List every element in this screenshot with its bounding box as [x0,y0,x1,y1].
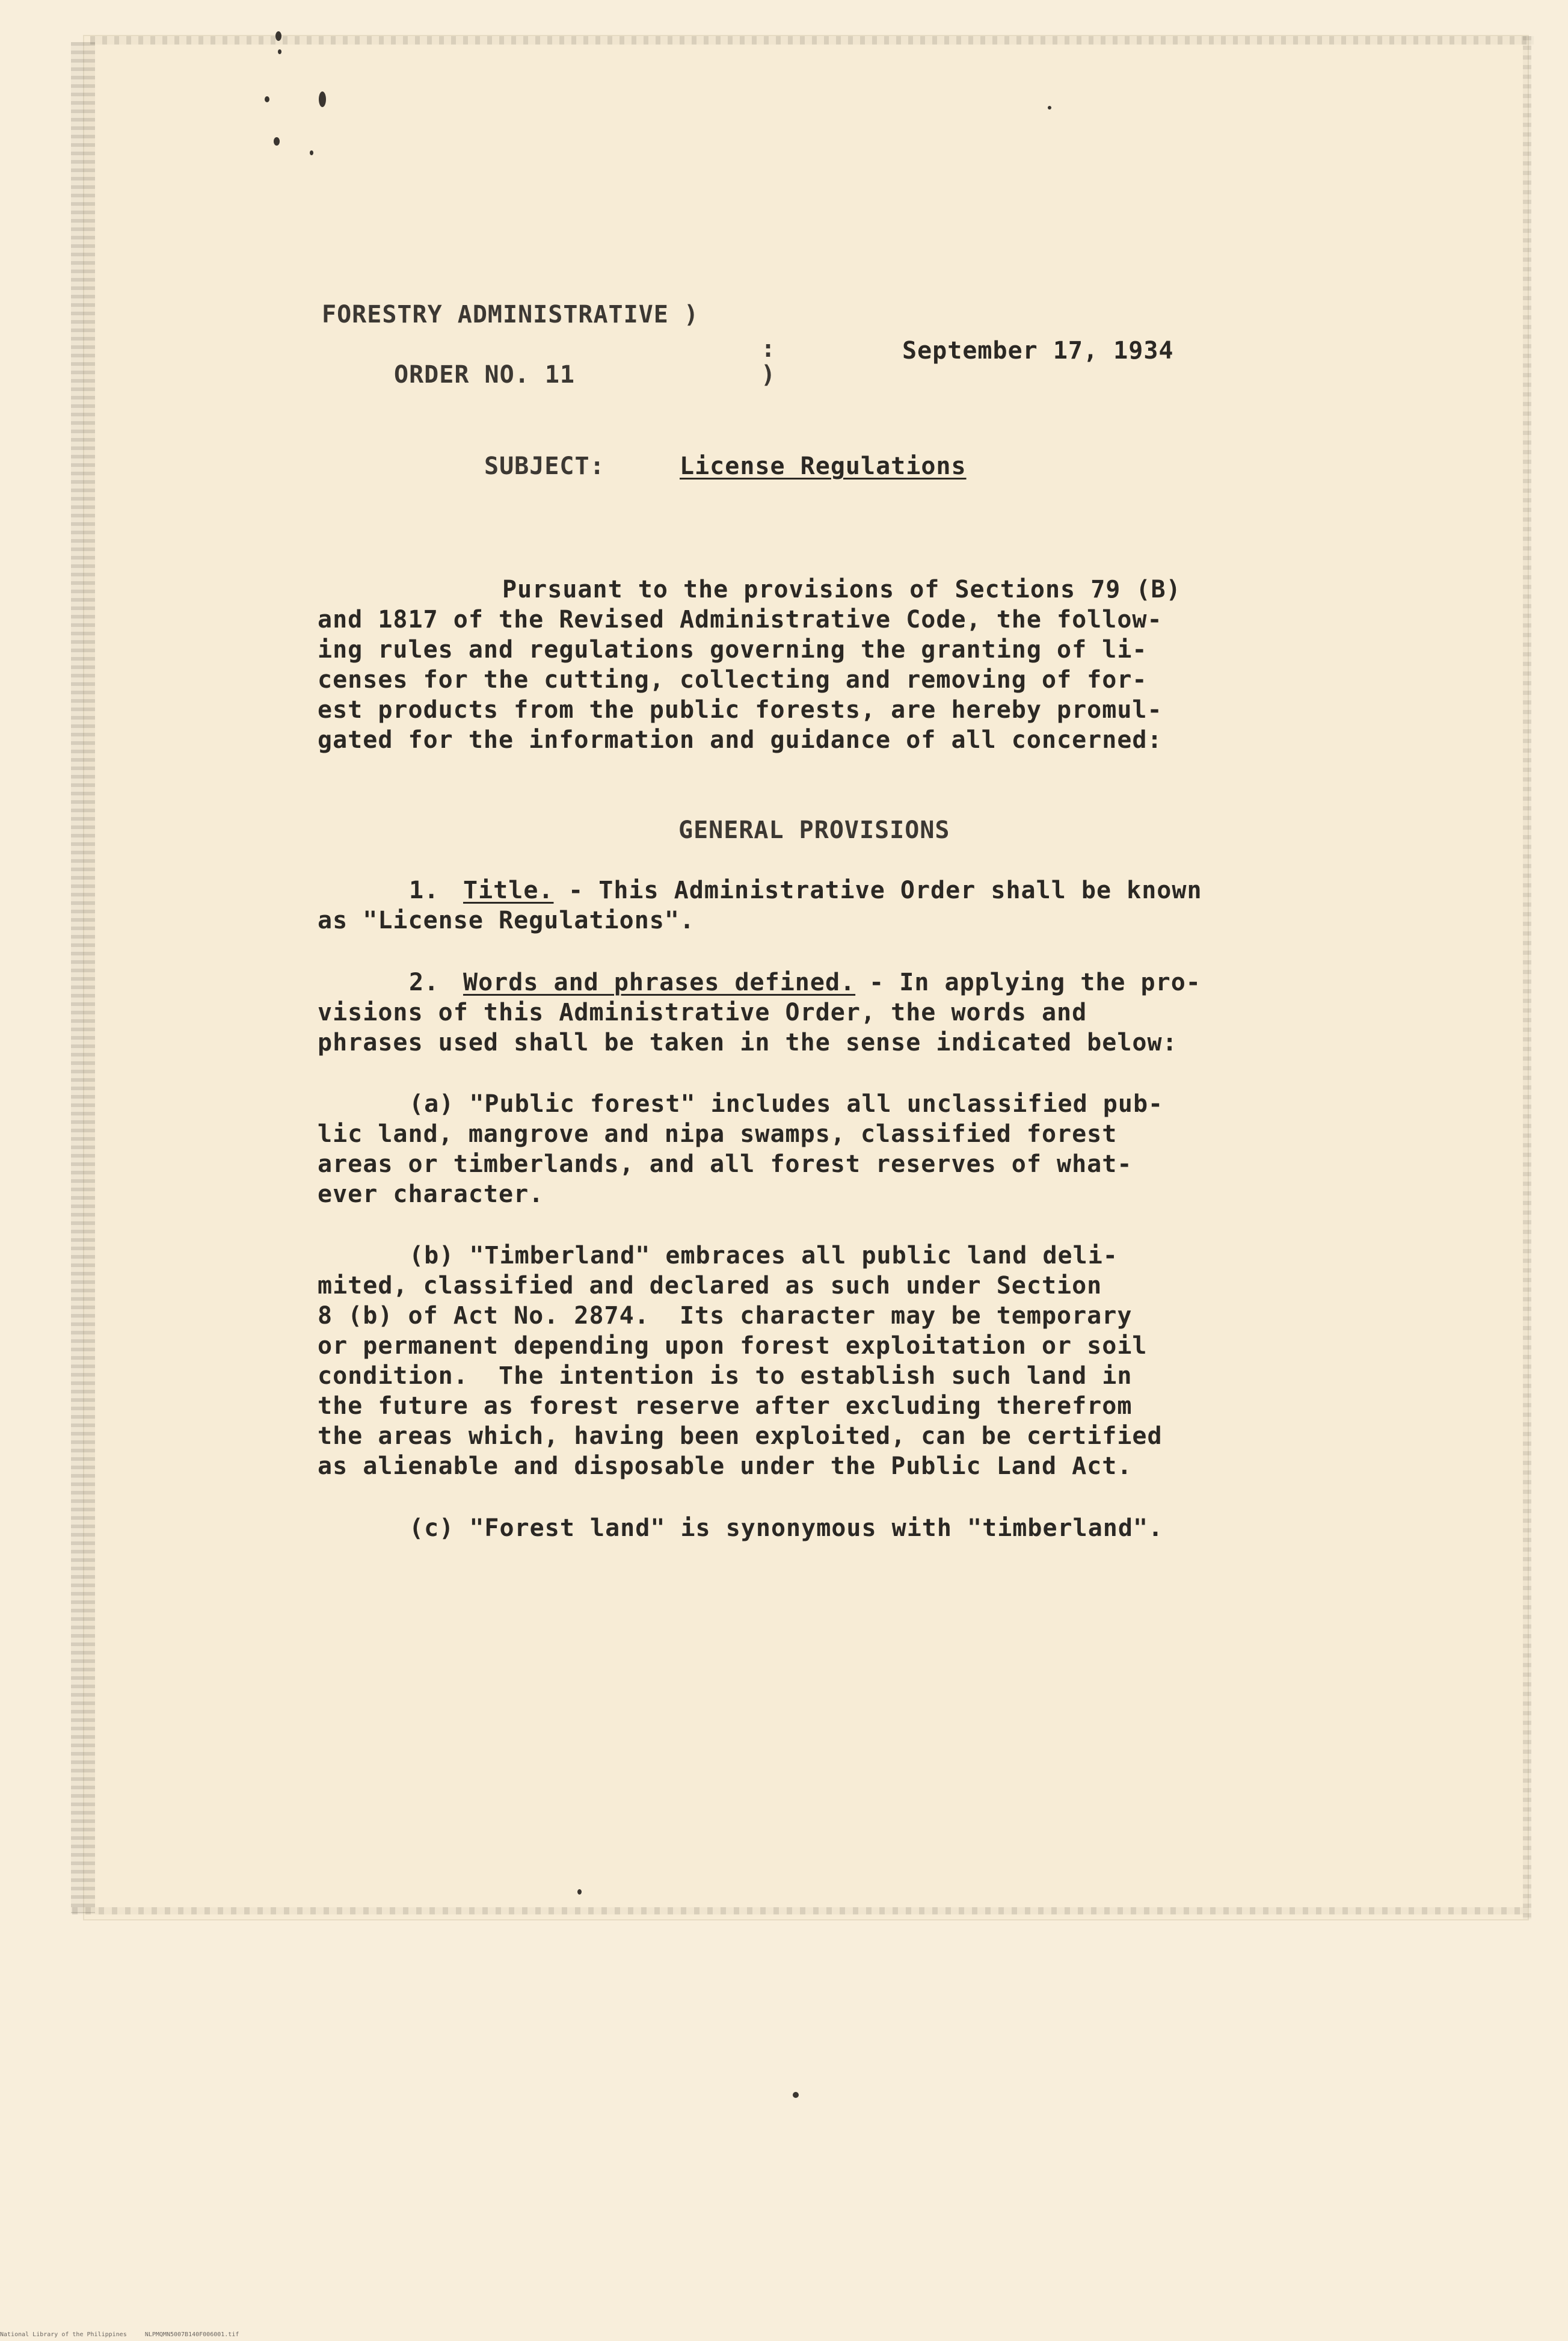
order-number: ORDER NO. 11 [394,361,575,389]
para-b-line: (b) "Timberland" embraces all public land deli- [409,1242,1118,1269]
header-brace-mid: : [761,335,776,363]
subject-title: License Regulations [680,452,967,480]
para-b-line: as alienable and disposable under the Public Land Act. [318,1452,1133,1480]
page-top-edge [90,36,1534,45]
speck-mark [310,150,313,155]
speck-mark [319,91,326,107]
item2-text: - In applying the pro- [854,969,1201,996]
para-b-line: the future as forest reserve after excluding therefrom [318,1392,1133,1420]
speck-mark [265,96,269,102]
item2-text: phrases used shall be taken in the sense indicated below: [318,1029,1178,1056]
page-left-edge [71,42,95,1913]
subject-label: SUBJECT: [484,452,605,480]
order-date: September 17, 1934 [902,337,1174,365]
item1-number: 1. [409,877,440,904]
speck-mark [278,49,281,54]
intro-line: censes for the cutting, collecting and removing of for- [318,666,1148,694]
para-b-line: 8 (b) of Act No. 2874. Its character may be temporary [318,1302,1133,1330]
footer-library: National Library of the Philippines [0,2331,127,2338]
scan-footer [0,2330,662,2340]
item1-text: - This Administrative Order shall be known [553,877,1202,904]
para-b-line: mited, classified and declared as such under Section [318,1272,1102,1300]
page-right-edge [1523,36,1531,1919]
intro-line: est products from the public forests, are hereby promul- [318,696,1163,724]
header-brace-end: ) [761,361,776,389]
intro-line: gated for the information and guidance of all concerned: [318,726,1163,754]
para-a-line: (a) "Public forest" includes all unclassified pub- [409,1090,1164,1118]
para-b-line: the areas which, having been exploited, can be certified [318,1422,1163,1450]
speck-mark [274,137,280,146]
item2-number: 2. [409,969,440,996]
intro-line: Pursuant to the provisions of Sections 79 (B) [502,576,1181,603]
item2-title: Words and phrases defined. [463,969,856,996]
para-b-line: or permanent depending upon forest exploitation or soil [318,1332,1148,1360]
para-b-line: condition. The intention is to establish such land in [318,1362,1133,1390]
para-c-line: (c) "Forest land" is synonymous with "timberland". [409,1514,1164,1542]
item2-text: visions of this Administrative Order, the words and [318,999,1087,1026]
para-a-line: ever character. [318,1180,544,1208]
para-a-line: lic land, mangrove and nipa swamps, classified forest [318,1120,1118,1148]
speck-mark [577,1889,582,1895]
para-a-line: areas or timberlands, and all forest reserves of what- [318,1150,1133,1178]
intro-line: and 1817 of the Revised Administrative Code, the follow- [318,606,1163,634]
item1-text: as "License Regulations". [318,907,695,934]
section-heading: GENERAL PROVISIONS [678,816,950,844]
footer-filename: NLPMQMN5007B140F006001.tif [144,2331,239,2338]
speck-mark [275,31,281,41]
page-bottom-edge [72,1907,1528,1914]
intro-line: ing rules and regulations governing the granting of li- [318,636,1148,664]
speck-mark [1048,106,1051,109]
item1-title: Title. [463,877,554,904]
order-header-line1: FORESTRY ADMINISTRATIVE ) [322,301,699,328]
speck-mark [793,2092,799,2098]
